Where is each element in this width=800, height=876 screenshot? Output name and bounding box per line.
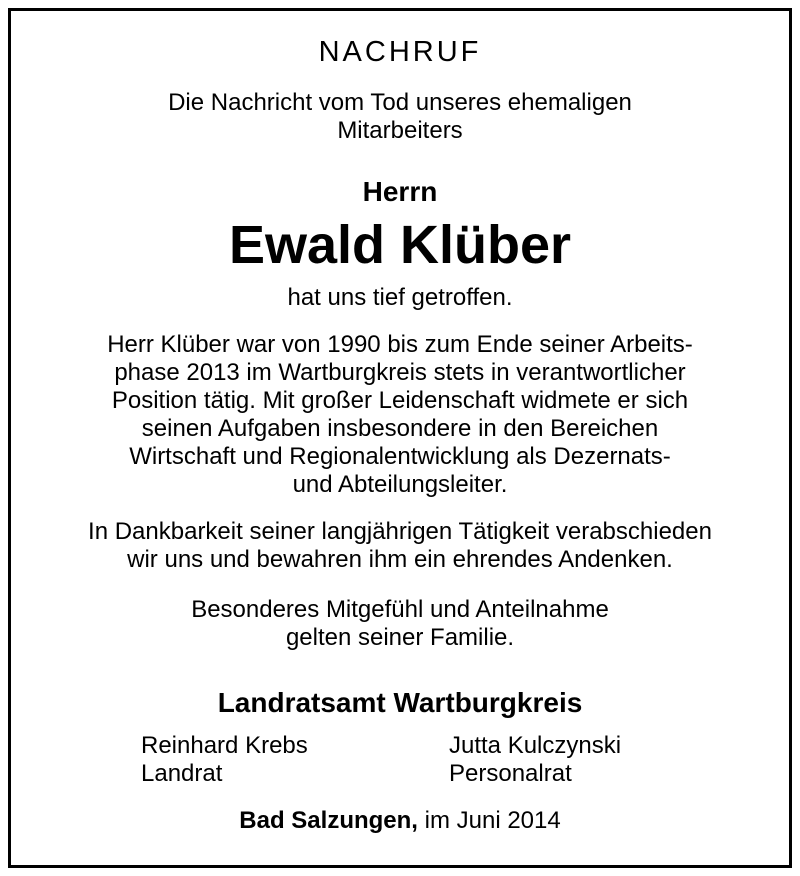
signatory-right: [449, 732, 621, 788]
career-line: seinen Aufgaben insbesondere in den Bereichen: [141, 415, 659, 442]
deceased-name: Ewald Klüber: [228, 215, 572, 275]
sympathy-line: gelten seiner Familie.: [285, 624, 515, 651]
signatory-name: Reinhard Krebs: [141, 732, 308, 759]
career-line: Herr Klüber war von 1990 bis zum Ende seiner Arbeits-: [107, 331, 693, 358]
sympathy-line: Besonderes Mitgefühl und Anteilnahme: [191, 596, 609, 623]
gratitude-line: wir uns und bewahren ihm ein ehrendes Andenken.: [127, 546, 673, 573]
date-text: im Juni 2014: [424, 807, 561, 834]
notice-title: NACHRUF: [318, 36, 482, 68]
intro-line: Mitarbeiters: [337, 117, 463, 144]
salutation: Herrn: [362, 176, 438, 207]
signatory-role: Personalrat: [449, 760, 572, 787]
gratitude-paragraph: [0, 518, 800, 574]
career-line: phase 2013 im Wartburgkreis stets in verantwortlicher: [114, 359, 686, 386]
sympathy-paragraph: [0, 596, 800, 652]
career-line: Position tätig. Mit großer Leidenschaft widmete er sich: [111, 387, 689, 414]
intro-line: Die Nachricht vom Tod unseres ehemaligen: [168, 89, 632, 116]
signatory-left: [141, 732, 308, 788]
place-name: Bad Salzungen,: [239, 807, 418, 834]
place-date: [0, 806, 800, 836]
affected-text: hat uns tief getroffen.: [287, 284, 513, 311]
signatory-name: Jutta Kulczynski: [449, 732, 622, 759]
organization-name: Landratsamt Wartburgkreis: [217, 687, 583, 718]
career-line: und Abteilungsleiter.: [292, 471, 508, 498]
career-line: Wirtschaft und Regionalentwicklung als Dezernats-: [129, 443, 671, 470]
intro-text: [0, 89, 800, 145]
gratitude-line: In Dankbarkeit seiner langjährigen Tätigkeit verabschieden: [88, 518, 712, 545]
signatory-role: Landrat: [141, 760, 223, 787]
career-paragraph: [0, 331, 800, 499]
